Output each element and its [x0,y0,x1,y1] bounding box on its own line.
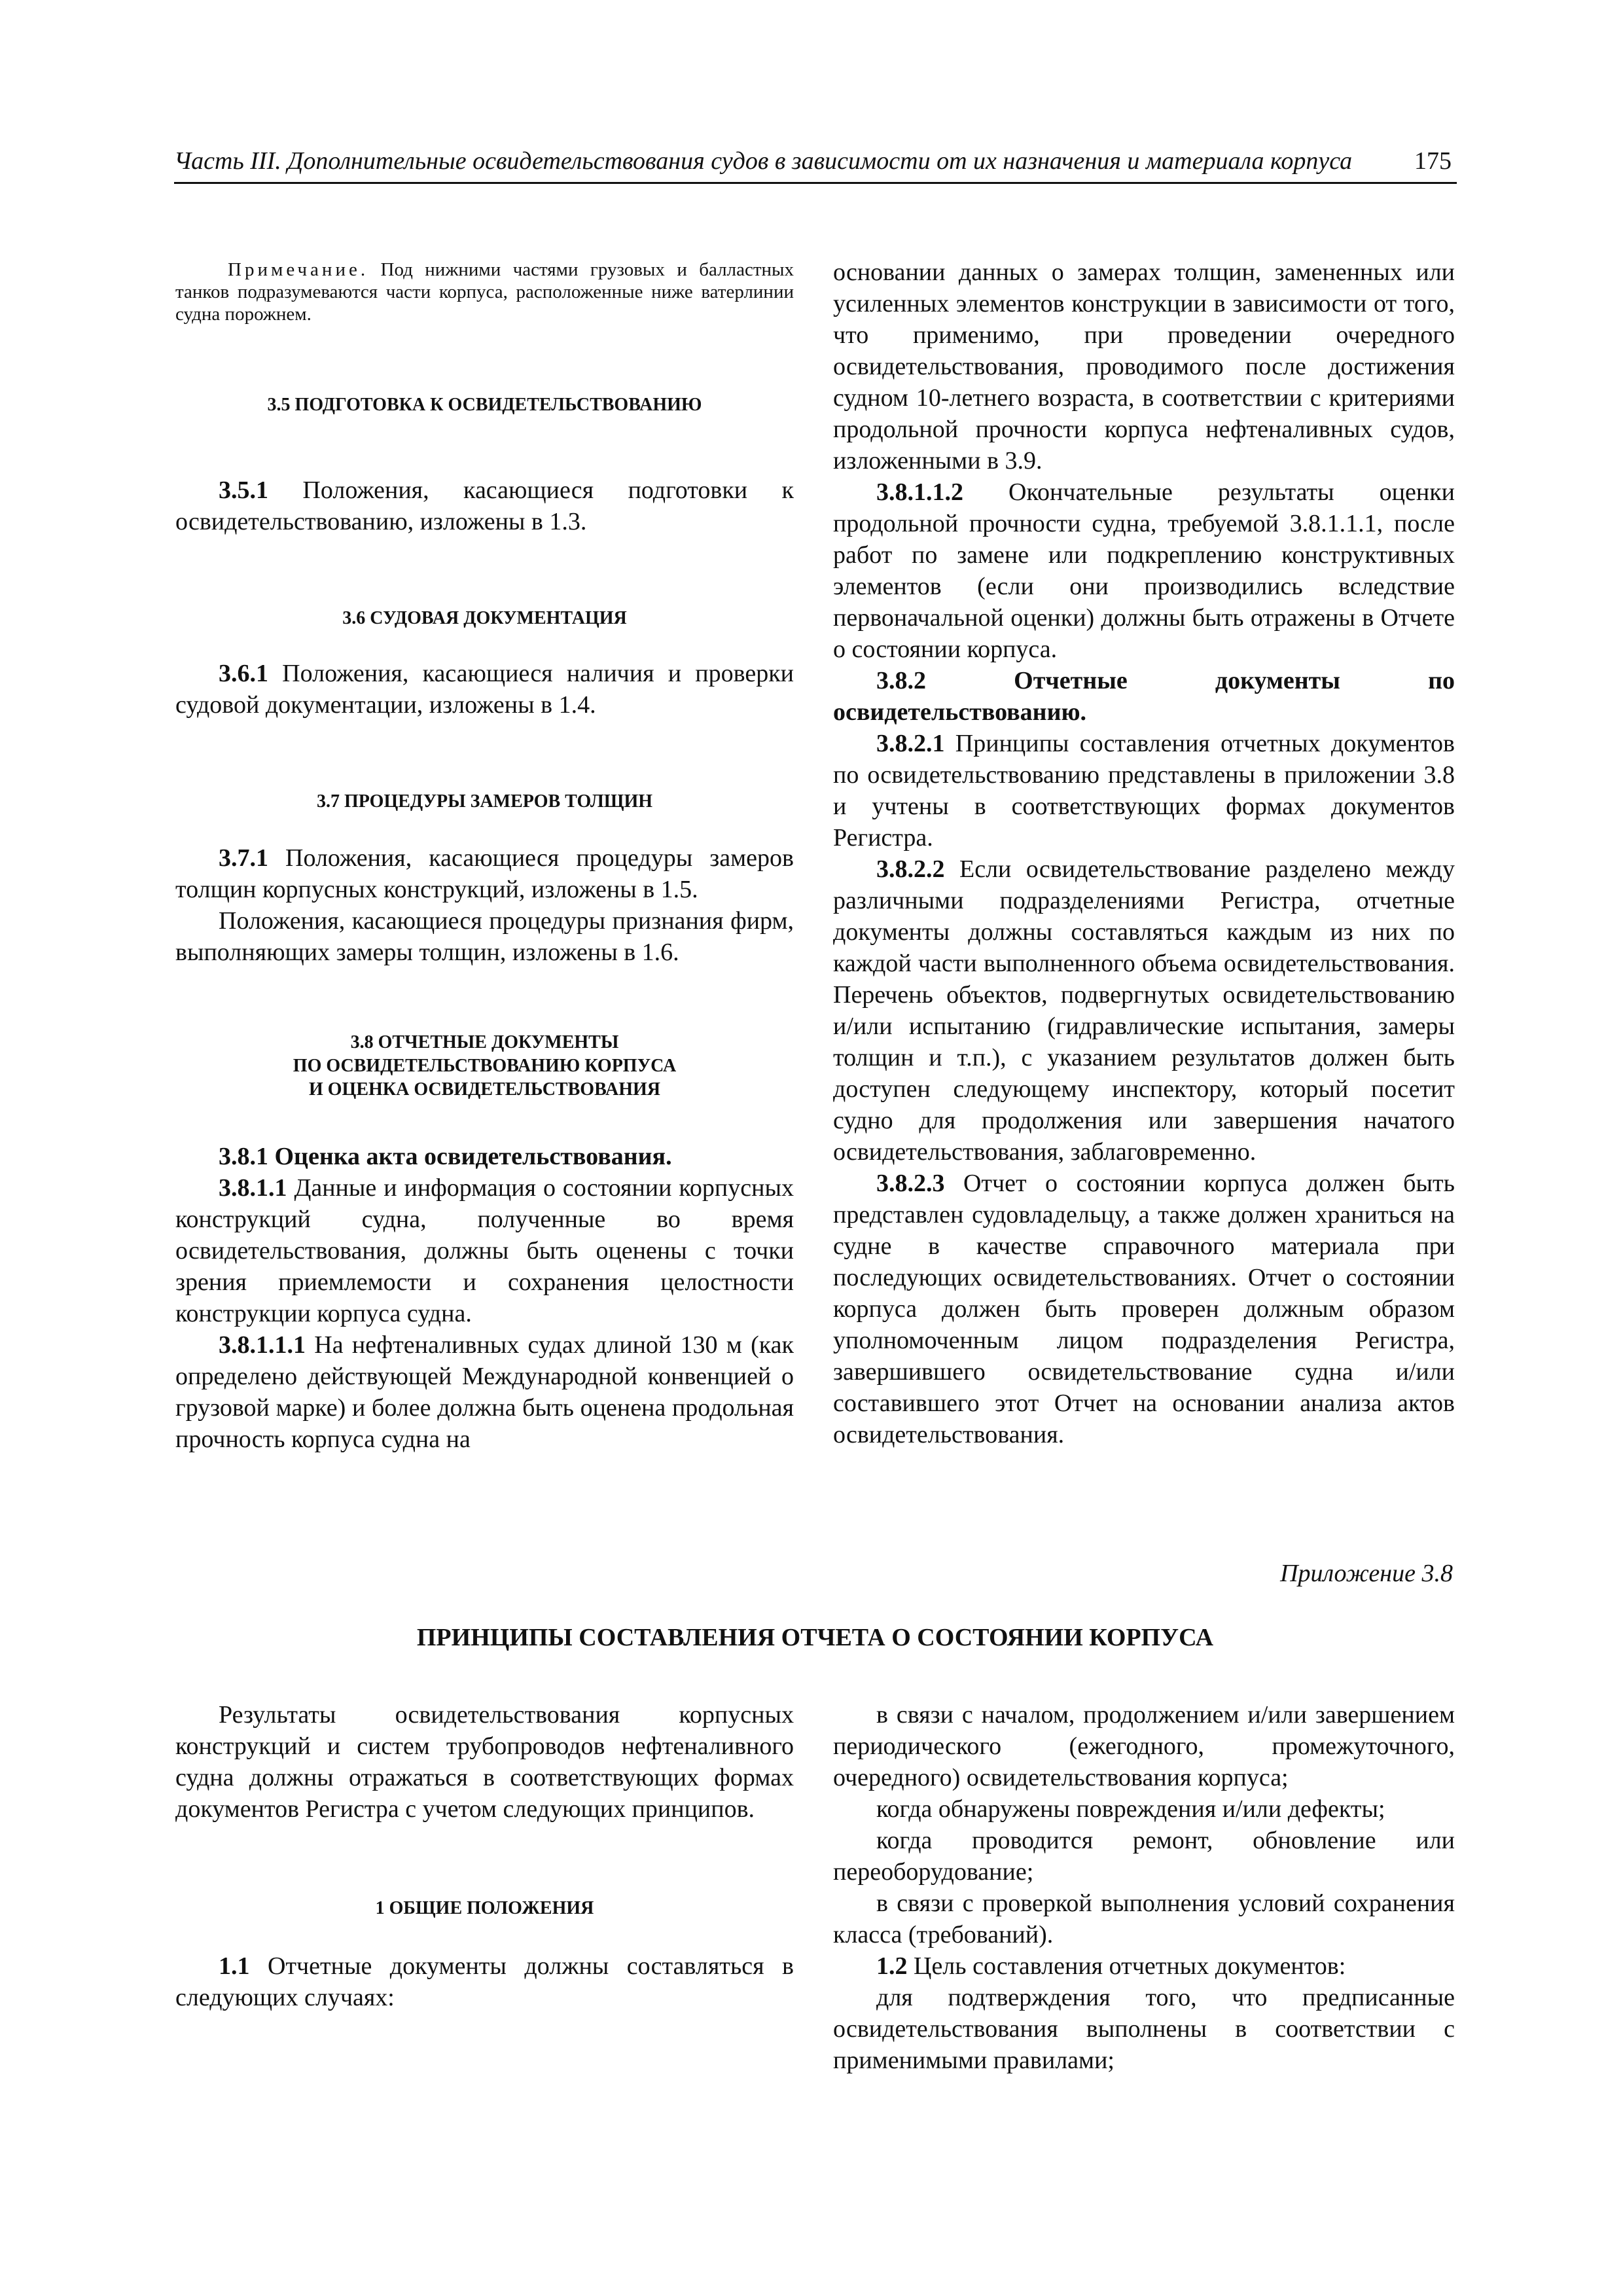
list-item: в связи с проверкой выполнения условий сохранения класса (требований). [833,1890,1455,1948]
appendix-intro: Результаты освидетельствования корпусных конструкций и систем трубопроводов нефтеналивного судна должны отражаться в соответствующих формах документов Регистра с учетом следующих принципов. [175,1701,794,1823]
paragraph-3-7-1 [175,842,794,905]
section-1-heading: 1 ОБЩИЕ ПОЛОЖЕНИЯ [375,1898,594,1918]
paragraph-3-8-2-3 [833,1168,1455,1450]
appendix-right-column [833,1699,1455,2076]
left-column-top [175,259,794,1455]
paragraph-text: Положения, касающиеся процедуры замеров толщин корпусных конструкций, изложены в 1.5. [175,844,794,903]
clause-number: 3.5.1 [219,476,268,504]
clause-number: 1.2 [876,1952,908,1980]
paragraph-3-8-1-1 [175,1172,794,1329]
page-header [174,143,1457,184]
paragraph-3-8-1-1-1 [175,1329,794,1455]
section-3-8-heading-line-2: ПО ОСВИДЕТЕЛЬСТВОВАНИЮ КОРПУСА [293,1056,677,1076]
subsection-3-8-1-heading: 3.8.1 Оценка акта освидетельствования. [219,1143,672,1170]
paragraph-3-5-1 [175,475,794,537]
appendix-title: ПРИНЦИПЫ СОСТАВЛЕНИЯ ОТЧЕТА О СОСТОЯНИИ КОРПУСА [416,1624,1214,1651]
right-column-top [833,257,1455,1450]
paragraph-text: Принципы составления отчетных документов по освидетельствованию представлены в приложении 3.8 и учтены в соответствующих формах документов Регистра. [833,730,1455,852]
clause-number: 3.8.2.1 [876,730,945,757]
running-header-title: Часть III. Дополнительные освидетельствования судов в зависимости от их назначения и материала корпуса [174,147,1353,175]
appendix-left-column [175,1699,794,2013]
paragraph-text: Отчет о состоянии корпуса должен быть представлен судовладельцу, а также должен храниться на судне в качестве справочного материала при последующих освидетельствованиях. Отчет о состоянии корпуса должен быть проверен должным образом уполномоченным лицом подразделения Регистра, завершившего освидетельствование судна и/или составившего этот Отчет на основании анализа актов освидетельствования. [833,1170,1455,1448]
note-text: Под нижними частями грузовых и балластных танков подразумеваются части корпуса, расположенные ниже ватерлинии судна порожнем. [175,259,794,325]
paragraph-3-8-2-2 [833,853,1455,1168]
paragraph-3-8-1-1-1-continued: основании данных о замерах толщин, замененных или усиленных элементов конструкции в зависимости от того, что применимо, при проведении очередного освидетельствования, проводимого после достижения судном 10-летнего возраста, в соответствии с критериями продольной прочности корпуса нефтеналивных судов, изложенными в 3.9. [833,259,1455,475]
paragraph-3-6-1 [175,658,794,721]
clause-number: 3.8.1.1.2 [876,478,963,506]
paragraph-text: Окончательные результаты оценки продольной прочности судна, требуемой 3.8.1.1.1, после работ по замене или подкреплению конструктивных элементов (если они производились вследствие первоначальной оценки) должны быть отражены в Отчете о состоянии корпуса. [833,478,1455,663]
paragraph-3-8-2-1 [833,728,1455,853]
paragraph-text: Отчетные документы должны составляться в следующих случаях: [175,1952,794,2011]
page-number: 175 [1414,147,1452,175]
note-paragraph [175,259,794,325]
clause-number: 3.7.1 [219,844,268,872]
clause-number: 3.6.1 [219,660,268,687]
list-item: в связи с началом, продолжением и/или завершением периодического (ежегодного, промежуточного, очередного) освидетельствования корпуса; [833,1701,1455,1791]
clause-number: 3.8.2.3 [876,1170,945,1197]
note-label: Примечание. [228,259,369,280]
clause-number: 3.8.1.1.1 [219,1331,306,1359]
appendix-label: Приложение 3.8 [1280,1560,1453,1587]
clause-number: 1.1 [219,1952,250,1980]
paragraph-1-2 [833,1950,1455,1982]
paragraph-text: Если освидетельствование разделено между различными подразделениями Регистра, отчетные документы должны составляться каждым из них по каждой части выполненного объема освидетельствования. Перечень объектов, подвергнутых освидетельствованию и/или испытанию (гидравлические испытания, замеры толщин и т.п.), с указанием результатов должен быть доступен следующему инспектору, который посетит судно для продолжения или завершения начатого освидетельствования, заблаговременно. [833,855,1455,1166]
paragraph-text: Данные и информация о состоянии корпусных конструкций судна, полученные во время освидетельствования, должны быть оценены с точки зрения приемлемости и сохранения целостности конструкции корпуса судна. [175,1174,794,1327]
list-item: для подтверждения того, что предписанные освидетельствования выполнены в соответствии с применимыми правилами; [833,1984,1455,2074]
section-3-6-heading: 3.6 СУДОВАЯ ДОКУМЕНТАЦИЯ [342,608,627,628]
paragraph-text: Положения, касающиеся подготовки к освидетельствованию, изложены в 1.3. [175,476,794,535]
paragraph-3-8-1-1-2 [833,476,1455,665]
paragraph-1-1 [175,1950,794,2013]
paragraph-text: Положения, касающиеся наличия и проверки судовой документации, изложены в 1.4. [175,660,794,719]
section-3-8-heading-line-3: И ОЦЕНКА ОСВИДЕТЕЛЬСТВОВАНИЯ [309,1079,660,1100]
paragraph-text: На нефтеналивных судах длиной 130 м (как определено действующей Международной конвенцией о грузовой марке) и более должна быть оценена продольная прочность корпуса судна на [175,1331,794,1453]
clause-number: 3.8.2.2 [876,855,945,883]
list-item: когда обнаружены повреждения и/или дефекты; [876,1795,1385,1823]
subsection-3-8-2-heading: 3.8.2 Отчетные документы по освидетельствованию. [833,667,1455,726]
section-3-8-heading [175,1031,794,1102]
paragraph-3-7-1-b: Положения, касающиеся процедуры признания фирм, выполняющих замеры толщин, изложены в 1.6. [175,907,794,966]
section-3-7-heading: 3.7 ПРОЦЕДУРЫ ЗАМЕРОВ ТОЛЩИН [316,791,653,812]
clause-number: 3.8.1.1 [219,1174,287,1202]
section-3-5-heading: 3.5 ПОДГОТОВКА К ОСВИДЕТЕЛЬСТВОВАНИЮ [267,395,702,415]
paragraph-text: Цель составления отчетных документов: [907,1952,1346,1980]
list-item: когда проводится ремонт, обновление или переоборудование; [833,1827,1455,1886]
section-3-8-heading-line-1: 3.8 ОТЧЕТНЫЕ ДОКУМЕНТЫ [350,1032,619,1052]
